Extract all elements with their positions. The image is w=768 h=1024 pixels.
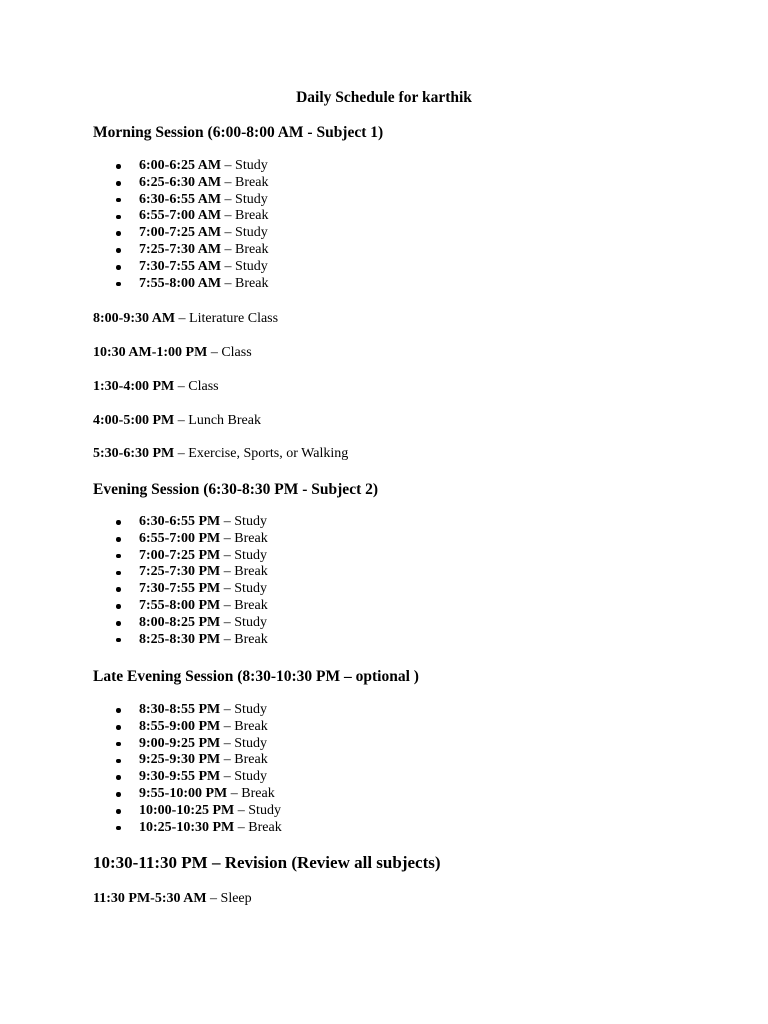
list-item xyxy=(0,719,282,736)
item-separator: – xyxy=(234,819,249,835)
revision-heading: 10:30-11:30 PM – Revision (Review all subjects) xyxy=(93,853,441,872)
item-separator: – xyxy=(234,802,249,818)
item-activity: Study xyxy=(234,702,267,717)
item-activity: Study xyxy=(234,581,267,597)
schedule-entry xyxy=(93,378,219,396)
bullet-icon xyxy=(116,775,121,780)
item-separator: – xyxy=(220,752,235,768)
list-item xyxy=(0,598,268,615)
item-activity: Study xyxy=(235,191,268,207)
list-item xyxy=(0,752,282,769)
item-activity: Break xyxy=(241,785,275,801)
morning-session-list xyxy=(0,158,268,292)
item-time: 10:00-10:25 PM xyxy=(139,802,235,818)
entry-separator: – xyxy=(174,446,189,461)
list-item xyxy=(0,175,268,192)
item-separator: – xyxy=(220,614,235,630)
entry-time: 10:30 AM-1:00 PM xyxy=(93,345,208,360)
item-activity: Study xyxy=(234,735,267,751)
list-item xyxy=(0,632,268,649)
morning-session-heading: Morning Session (6:00-8:00 AM - Subject 1) xyxy=(93,124,384,141)
list-item xyxy=(0,615,268,632)
bullet-icon xyxy=(116,708,121,713)
item-separator: – xyxy=(220,769,235,785)
item-time: 7:00-7:25 AM xyxy=(139,225,222,241)
entry-activity: Literature Class xyxy=(189,311,279,326)
item-activity: Study xyxy=(235,225,268,241)
item-separator: – xyxy=(220,597,235,613)
list-item xyxy=(0,158,268,175)
item-time: 8:30-8:55 PM xyxy=(139,702,221,717)
document-title: Daily Schedule for karthik xyxy=(296,89,472,106)
entry-activity: Class xyxy=(188,379,219,394)
item-time: 8:00-8:25 PM xyxy=(139,614,221,630)
bullet-icon xyxy=(116,231,121,236)
item-time: 9:30-9:55 PM xyxy=(139,769,221,785)
item-time: 9:55-10:00 PM xyxy=(139,785,228,801)
list-item xyxy=(0,531,268,548)
bullet-icon xyxy=(116,282,121,287)
item-time: 8:25-8:30 PM xyxy=(139,631,221,647)
item-separator: – xyxy=(220,530,235,546)
entry-separator: – xyxy=(207,345,222,360)
item-separator: – xyxy=(220,581,235,597)
schedule-entry xyxy=(93,445,348,463)
bullet-icon xyxy=(116,742,121,747)
bullet-icon xyxy=(116,638,121,643)
late-evening-session-list xyxy=(0,702,282,836)
bullet-icon xyxy=(116,826,121,831)
list-item xyxy=(0,242,268,259)
entry-activity: Class xyxy=(221,345,252,360)
schedule-entry xyxy=(93,412,261,430)
item-activity: Study xyxy=(248,802,281,818)
bullet-icon xyxy=(116,604,121,609)
item-time: 6:30-6:55 AM xyxy=(139,191,222,207)
item-time: 6:55-7:00 AM xyxy=(139,208,222,224)
item-activity: Break xyxy=(234,631,268,647)
list-item xyxy=(0,276,268,293)
list-item xyxy=(0,820,282,837)
bullet-icon xyxy=(116,809,121,814)
item-activity: Study xyxy=(234,547,267,563)
item-activity: Break xyxy=(234,564,268,580)
list-item xyxy=(0,548,268,565)
bullet-icon xyxy=(116,181,121,186)
entry-separator: – xyxy=(206,891,221,906)
bullet-icon xyxy=(116,587,121,592)
item-activity: Break xyxy=(235,208,269,224)
late-evening-session-heading: Late Evening Session (8:30-10:30 PM – optional ) xyxy=(93,668,419,685)
bullet-icon xyxy=(116,725,121,730)
entry-separator: – xyxy=(174,413,189,428)
schedule-entry xyxy=(93,310,278,328)
bullet-icon xyxy=(116,198,121,203)
item-time: 7:30-7:55 PM xyxy=(139,581,221,597)
item-time: 6:00-6:25 AM xyxy=(139,158,222,173)
item-activity: Study xyxy=(234,514,267,529)
list-item xyxy=(0,259,268,276)
bullet-icon xyxy=(116,215,121,220)
evening-session-list xyxy=(0,514,268,648)
item-separator: – xyxy=(220,735,235,751)
list-item xyxy=(0,769,282,786)
bullet-icon xyxy=(116,164,121,169)
evening-session-heading: Evening Session (6:30-8:30 PM - Subject 2) xyxy=(93,481,379,498)
item-time: 10:25-10:30 PM xyxy=(139,819,235,835)
item-activity: Study xyxy=(234,614,267,630)
item-activity: Study xyxy=(235,258,268,274)
item-separator: – xyxy=(221,208,236,224)
list-item xyxy=(0,803,282,820)
entry-activity: Exercise, Sports, or Walking xyxy=(188,446,349,461)
item-separator: – xyxy=(220,547,235,563)
item-separator: – xyxy=(220,718,235,734)
item-separator: – xyxy=(221,258,236,274)
item-separator: – xyxy=(220,631,235,647)
item-activity: Study xyxy=(234,769,267,785)
item-separator: – xyxy=(221,225,236,241)
item-time: 9:00-9:25 PM xyxy=(139,735,221,751)
bullet-icon xyxy=(116,571,121,576)
entry-time: 8:00-9:30 AM xyxy=(93,311,176,326)
item-activity: Break xyxy=(234,752,268,768)
list-item xyxy=(0,702,282,719)
item-separator: – xyxy=(221,174,236,190)
entry-time: 5:30-6:30 PM xyxy=(93,446,175,461)
item-time: 9:25-9:30 PM xyxy=(139,752,221,768)
sleep-entry xyxy=(93,890,252,908)
list-item xyxy=(0,786,282,803)
entry-time: 4:00-5:00 PM xyxy=(93,413,175,428)
item-separator: – xyxy=(227,785,242,801)
item-time: 8:55-9:00 PM xyxy=(139,718,221,734)
item-separator: – xyxy=(221,275,236,291)
bullet-icon xyxy=(116,554,121,559)
item-time: 6:30-6:55 PM xyxy=(139,514,221,529)
item-activity: Break xyxy=(234,597,268,613)
item-activity: Break xyxy=(248,819,282,835)
item-activity: Break xyxy=(234,530,268,546)
item-time: 7:25-7:30 AM xyxy=(139,241,222,257)
entry-separator: – xyxy=(175,311,190,326)
item-activity: Break xyxy=(235,174,269,190)
item-activity: Break xyxy=(234,718,268,734)
item-time: 7:25-7:30 PM xyxy=(139,564,221,580)
bullet-icon xyxy=(116,792,121,797)
item-activity: Study xyxy=(235,158,268,173)
entry-activity: Lunch Break xyxy=(188,413,261,428)
entry-separator: – xyxy=(174,379,189,394)
item-time: 6:25-6:30 AM xyxy=(139,174,222,190)
bullet-icon xyxy=(116,537,121,542)
list-item xyxy=(0,192,268,209)
list-item xyxy=(0,514,268,531)
bullet-icon xyxy=(116,265,121,270)
item-time: 7:55-8:00 PM xyxy=(139,597,221,613)
item-time: 7:30-7:55 AM xyxy=(139,258,222,274)
list-item xyxy=(0,208,268,225)
bullet-icon xyxy=(116,248,121,253)
list-item xyxy=(0,581,268,598)
item-time: 7:55-8:00 AM xyxy=(139,275,222,291)
entry-activity: Sleep xyxy=(220,891,252,906)
bullet-icon xyxy=(116,520,121,525)
bullet-icon xyxy=(116,621,121,626)
bullet-icon xyxy=(116,759,121,764)
item-activity: Break xyxy=(235,241,269,257)
item-separator: – xyxy=(221,191,236,207)
list-item xyxy=(0,736,282,753)
list-item xyxy=(0,225,268,242)
entry-time: 11:30 PM-5:30 AM xyxy=(93,891,207,906)
item-separator: – xyxy=(221,241,236,257)
schedule-entry xyxy=(93,344,252,362)
item-separator: – xyxy=(221,158,236,173)
item-separator: – xyxy=(220,702,235,717)
item-time: 7:00-7:25 PM xyxy=(139,547,221,563)
item-time: 6:55-7:00 PM xyxy=(139,530,221,546)
item-separator: – xyxy=(220,514,235,529)
item-activity: Break xyxy=(235,275,269,291)
item-separator: – xyxy=(220,564,235,580)
list-item xyxy=(0,564,268,581)
entry-time: 1:30-4:00 PM xyxy=(93,379,175,394)
